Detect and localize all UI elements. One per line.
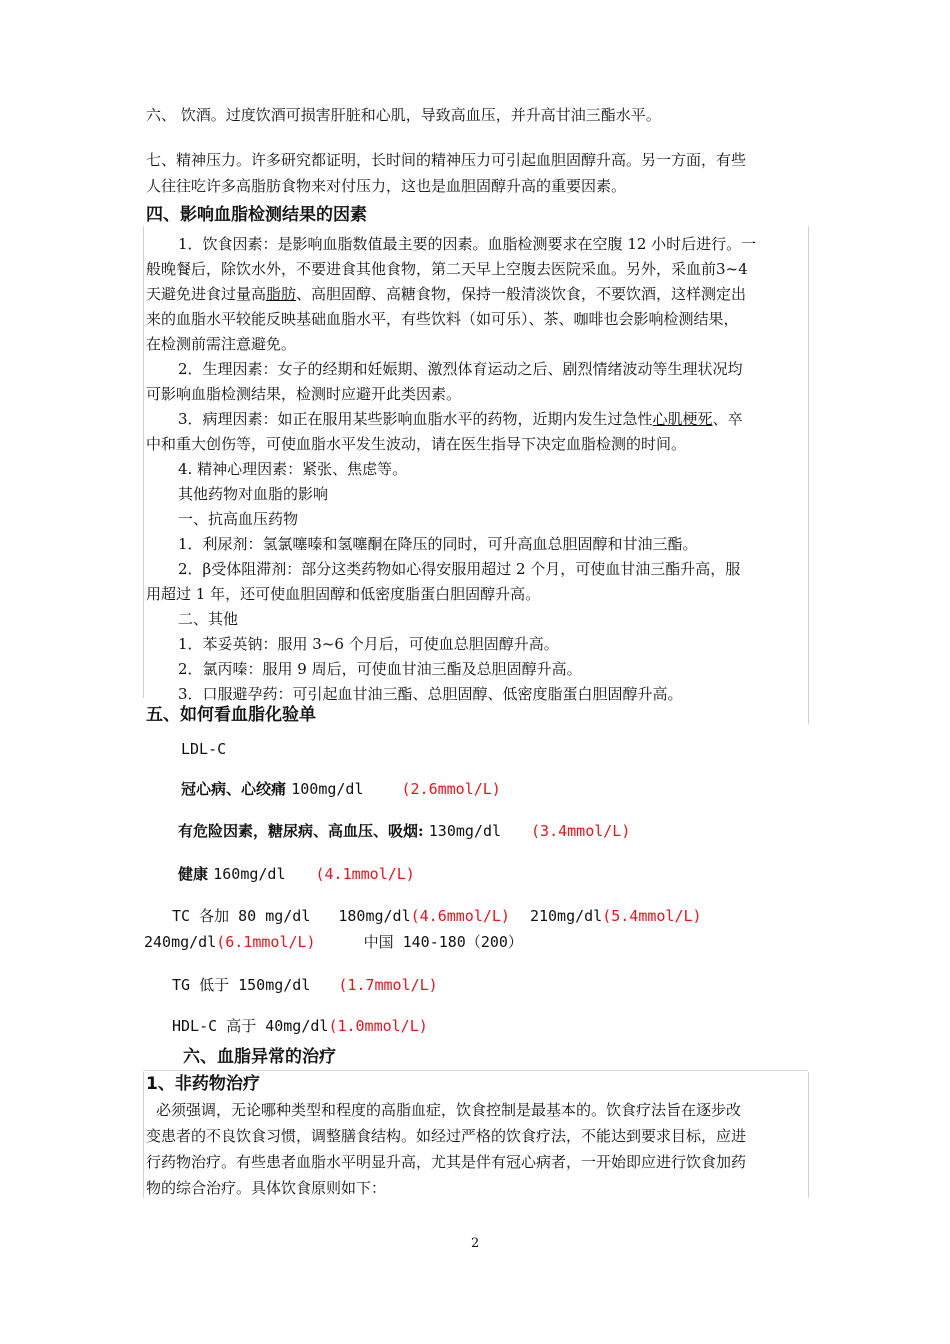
para-7-line-1: 七、精神压力。许多研究都证明，长时间的精神压力可引起血胆固醇升高。另一方面，有些 <box>146 151 747 169</box>
tg-row: TG 低于 150mg/dl (1.7mmol/L) <box>172 976 438 994</box>
drug-1-2-line-1: 2．β受体阻滞剂：部分这类药物如心得安服用超过 2 个月，可使血甘油三酯升高，服 <box>178 560 741 578</box>
drug-title: 其他药物对血脂的影响 <box>178 485 329 503</box>
s2-line-1: 2．生理因素：女子的经期和妊娠期、激烈体育运动之后、剧烈情绪波动等生理状况均 <box>178 360 743 378</box>
drug-1-2-line-2: 用超过 1 年，还可使血胆固醇和低密度脂蛋白胆固醇升高。 <box>146 585 541 603</box>
table-border-left <box>143 226 144 698</box>
heading-4: 四、影响血脂检测结果的因素 <box>146 205 367 225</box>
treatment-line-3: 行药物治疗。有些患者血脂水平明显升高，尤其是伴有冠心病者，一开始即应进行饮食加药 <box>146 1153 747 1171</box>
link-myocardial-infarction[interactable]: 心肌梗死 <box>652 410 713 428</box>
treatment-line-1: 必须强调，无论哪种类型和程度的高脂血症，饮食控制是最基本的。饮食疗法旨在逐步改 <box>156 1101 742 1119</box>
ldl-row-3: 健康 160mg/dl (4.1mmol/L) <box>178 865 415 883</box>
table-border-right-2 <box>808 1072 809 1198</box>
s1-line-5: 在检测前需注意避免。 <box>146 335 297 353</box>
treatment-line-4: 物的综合治疗。具体饮食原则如下： <box>146 1179 387 1197</box>
tc-row-1: TC 各加 80 mg/dl 180mg/dl(4.6mmol/L) 210mg/dl(5.4mmol/L) <box>172 907 702 925</box>
ldl-row-1: 冠心病、心绞痛 100mg/dl (2.6mmol/L) <box>181 780 501 798</box>
s1-line-2: 般晚餐后，除饮水外，不要进食其他食物，第二天早上空腹去医院采血。另外，采血前3~4 <box>146 260 748 278</box>
heading-6: 六、血脂异常的治疗 <box>183 1047 336 1067</box>
s1-line-1: 1．饮食因素：是影响血脂数值最主要的因素。血脂检测要求在空腹 12 小时后进行。一 <box>178 235 757 253</box>
link-fat[interactable]: 脂肪 <box>266 285 297 303</box>
ldl-label: LDL-C <box>181 740 227 758</box>
drug-1-1: 1．利尿剂：氢氯噻嗪和氢噻酮在降压的同时，可升高血总胆固醇和甘油三酯。 <box>178 535 698 553</box>
table-border-left-2 <box>143 1072 144 1198</box>
s4: 4. 精神心理因素：紧张、焦虑等。 <box>178 460 408 478</box>
table-border-bottom <box>143 1070 808 1071</box>
s2-line-2: 可影响血脂检测结果，检测时应避开此类因素。 <box>146 385 462 403</box>
heading-5: 五、如何看血脂化验单 <box>146 705 316 725</box>
s3-line-1: 3．病理因素：如正在服用某些影响血脂水平的药物，近期内发生过急性心肌梗死、卒 <box>178 410 743 428</box>
table-border-right <box>808 226 809 724</box>
drug-2-2: 2．氯丙嗪：服用 9 周后，可使血甘油三酯及总胆固醇升高。 <box>178 660 582 678</box>
drug-section-1: 一、抗高血压药物 <box>178 510 299 528</box>
ldl-row-2: 有危险因素，糖尿病、高血压、吸烟: 130mg/dl (3.4mmol/L) <box>178 822 631 840</box>
s3-line-2: 中和重大创伤等，可使血脂水平发生波动，请在医生指导下决定血脂检测的时间。 <box>146 435 687 453</box>
treatment-line-2: 变患者的不良饮食习惯，调整膳食结构。如经过严格的饮食疗法，不能达到要求目标，应进 <box>146 1127 747 1145</box>
tc-row-2: 240mg/dl(6.1mmol/L) 中国 140-180（200） <box>144 933 523 951</box>
drug-2-1: 1．苯妥英钠：服用 3~6 个月后，可使血总胆固醇升高。 <box>178 635 559 653</box>
drug-section-2: 二、其他 <box>178 610 239 628</box>
heading-6-1: 1、非药物治疗 <box>146 1074 260 1094</box>
para-7-line-2: 人往往吃许多高脂肪食物来对付压力，这也是血胆固醇升高的重要因素。 <box>146 177 627 195</box>
drug-2-3: 3．口服避孕药：可引起血甘油三酯、总胆固醇、低密度脂蛋白胆固醇升高。 <box>178 685 683 703</box>
page-number: 2 <box>471 1236 480 1251</box>
s1-line-4: 来的血脂水平较能反映基础血脂水平，有些饮料（如可乐）、茶、咖啡也会影响检测结果， <box>146 310 739 328</box>
s1-line-3: 天避免进食过量高脂肪、高胆固醇、高糖食物，保持一般清淡饮食，不要饮酒，这样测定出 <box>146 285 747 303</box>
para-6: 六、 饮酒。过度饮酒可损害肝脏和心肌，导致高血压，并升高甘油三酯水平。 <box>146 106 661 124</box>
hdl-row: HDL-C 高于 40mg/dl(1.0mmol/L) <box>172 1017 428 1035</box>
